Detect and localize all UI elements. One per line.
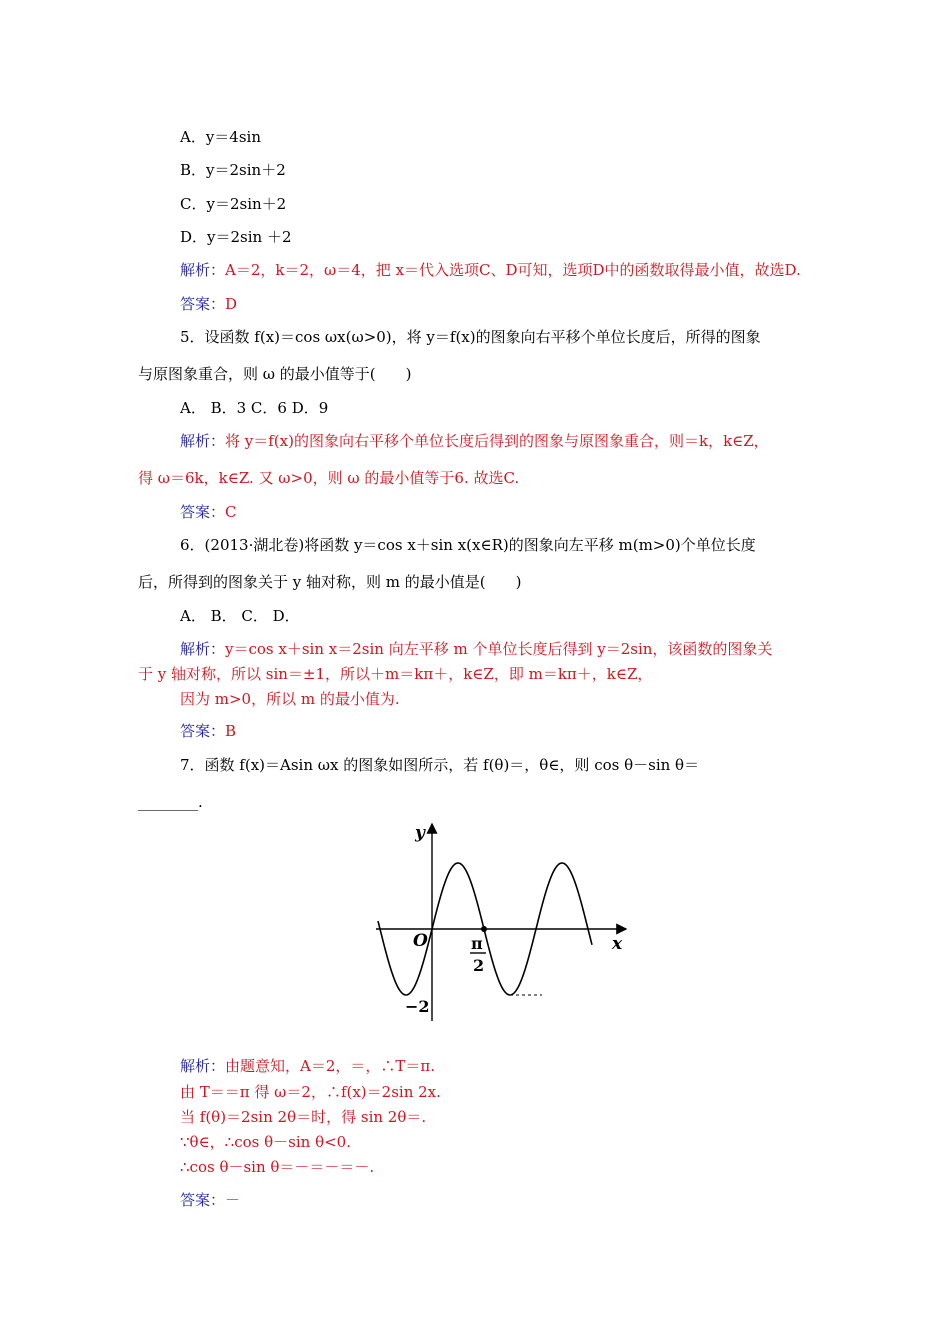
analysis-text: A＝2，k＝2，ω＝4，把 x＝代入选项C、D可知，选项D中的函数取得最小值，故选D. [225, 261, 801, 279]
q7-stem-line-1: 7．函数 f(x)＝Asin ωx 的图象如图所示，若 f(θ)＝，θ∈，则 cos θ－sin θ＝ [180, 756, 700, 774]
q4-option-d: D．y＝2sin ＋2 [180, 228, 292, 246]
q7-analysis-line-4: ∵θ∈，∴cos θ－sin θ<0. [180, 1133, 351, 1151]
q6-analysis-line-3: 因为 m>0，所以 m 的最小值为. [180, 690, 400, 708]
q4-answer [180, 294, 237, 314]
answer-value: － [225, 1191, 241, 1209]
pi-denominator: 2 [473, 956, 485, 975]
q5-analysis-line-2: 得 ω＝6k，k∈Z. 又 ω>0，则 ω 的最小值等于6. 故选C. [138, 469, 520, 487]
q4-option-a: A．y＝4sin [180, 128, 262, 146]
q7-analysis-line-2: 由 T＝＝π 得 ω＝2，∴f(x)＝2sin 2x. [180, 1083, 441, 1101]
pi-numerator: π [471, 934, 483, 953]
analysis-text: y＝cos x＋sin x＝2sin 向左平移 m 个单位长度后得到 y＝2sin，该函数的图象关 [225, 640, 773, 658]
q6-stem-line-2: 后，所得到的图象关于 y 轴对称，则 m 的最小值是( ) [138, 573, 522, 591]
q7-answer [180, 1190, 240, 1210]
pi-over-2-point [481, 926, 487, 932]
q7-analysis [180, 1056, 435, 1076]
q5-stem-line-2: 与原图象重合，则 ω 的最小值等于( ) [138, 365, 412, 383]
answer-label: 答案： [180, 295, 226, 313]
y-axis-label: y [415, 823, 425, 843]
x-axis-label: x [612, 934, 623, 954]
q6-options: A． B． C． D． [180, 607, 300, 625]
q6-analysis-line-2: 于 y 轴对称，所以 sin＝±1，所以＋m＝kπ＋，k∈Z，即 m＝kπ＋，k∈Z， [138, 665, 653, 683]
analysis-text: 由题意知，A＝2，＝，∴T＝π. [225, 1057, 436, 1075]
min-value-label: −2 [405, 997, 430, 1016]
analysis-label: 解析： [180, 432, 226, 450]
answer-label: 答案： [180, 722, 226, 740]
origin-label: O [413, 931, 428, 951]
q6-stem-line-1: 6．(2013·湖北卷)将函数 y＝cos x＋sin x(x∈R)的图象向左平移 m(m>0)个单位长度 [180, 536, 756, 554]
q7-analysis-line-3: 当 f(θ)＝2sin 2θ＝时，得 sin 2θ＝. [180, 1108, 427, 1126]
q5-answer [180, 502, 237, 522]
sine-graph-figure [370, 816, 640, 1026]
q4-option-b: B．y＝2sin＋2 [180, 161, 286, 179]
answer-label: 答案： [180, 503, 226, 521]
q4-option-c: C．y＝2sin＋2 [180, 195, 287, 213]
analysis-label: 解析： [180, 1057, 226, 1075]
q6-answer [180, 721, 236, 741]
q5-analysis [180, 431, 769, 451]
analysis-label: 解析： [180, 261, 226, 279]
answer-value: B [225, 722, 237, 740]
q5-options: A． B．3 C．6 D．9 [180, 399, 329, 417]
analysis-text: 将 y＝f(x)的图象向右平移个单位长度后得到的图象与原图象重合，则＝k，k∈Z， [225, 432, 769, 450]
q4-analysis [180, 260, 801, 280]
q7-analysis-line-5: ∴cos θ－sin θ＝－＝－＝－. [180, 1158, 375, 1176]
answer-value: D [225, 295, 238, 313]
analysis-label: 解析： [180, 640, 226, 658]
q6-analysis [180, 639, 772, 659]
answer-label: 答案： [180, 1191, 226, 1209]
q7-stem-line-2: ________. [138, 793, 203, 811]
q5-stem-line-1: 5．设函数 f(x)＝cos ωx(ω>0)，将 y＝f(x)的图象向右平移个单位长度后，所得的图象 [180, 328, 761, 346]
answer-value: C [225, 503, 237, 521]
